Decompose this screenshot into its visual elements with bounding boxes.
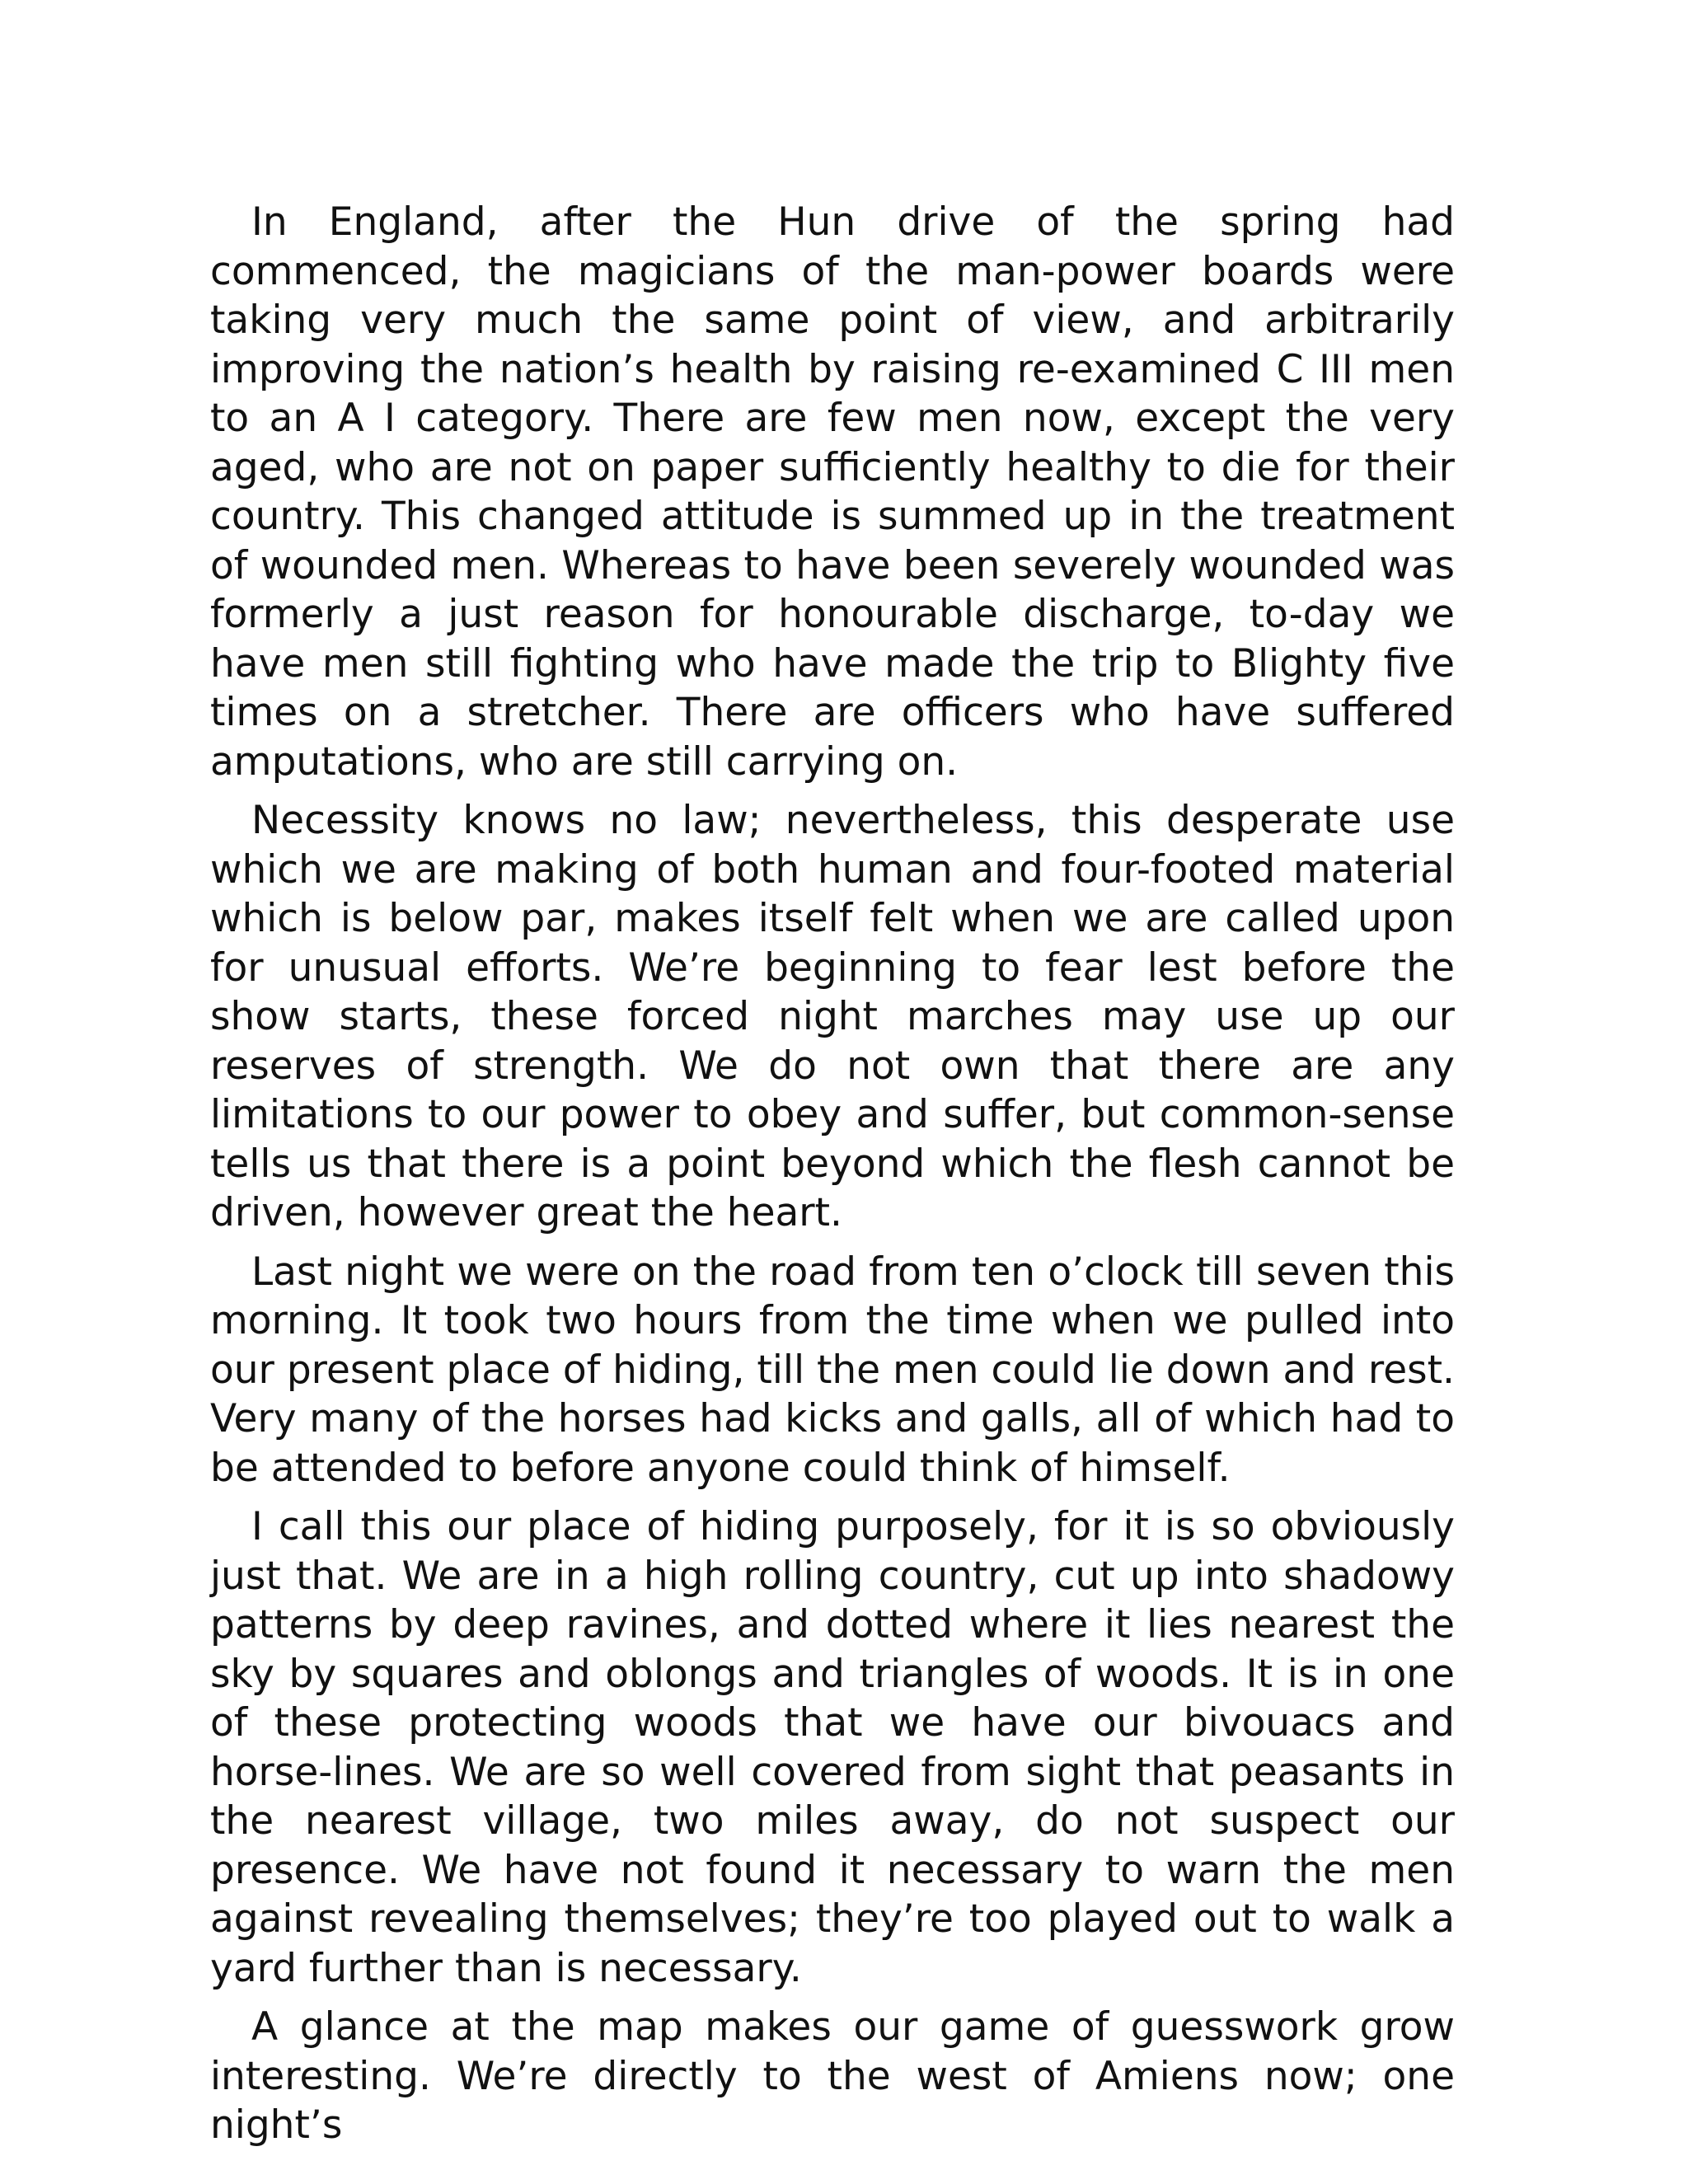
page-text xyxy=(210,198,1455,2160)
paragraph: I call this our place of hiding purposely, for it is so obviously just that. We are in a high rolling country, cut up into shadowy patterns by deep ravines, and dotted where it lies nearest the sky by squares and oblongs and triangles of woods. It is in one of these protecting woods that we have our bivouacs and horse-lines. We are so well covered from sight that peasants in the nearest village, two miles away, do not suspect our presence. We have not found it necessary to warn the men against revealing themselves; they’re too played out to walk a yard further than is necessary. xyxy=(210,1504,1455,1991)
paragraph: Necessity knows no law; nevertheless, this desperate use which we are making of both human and four-footed material which is below par, makes itself felt when we are called upon for unusual efforts. We’re beginning to fear lest before the show starts, these forced night marches may use up our reserves of strength. We do not own that there are any limitations to our power to obey and suffer, but common-sense tells us that there is a point beyond which the flesh cannot be driven, however great the heart. xyxy=(210,798,1455,1235)
paragraph: Last night we were on the road from ten o’clock till seven this morning. It took two hours from the time when we pulled into our present place of hiding, till the men could lie down and rest. Very many of the horses had kicks and galls, all of which had to be attended to before anyone could think of himself. xyxy=(210,1249,1455,1491)
paragraph: A glance at the map makes our game of guesswork grow interesting. We’re directly to the west of Amiens now; one night’s xyxy=(210,2004,1455,2148)
paragraph: In England, after the Hun drive of the spring had commenced, the magicians of the man-power boards were taking very much the same point of view, and arbitrarily improving the nation’s health by raising re-examined C III men to an A I category. There are few men now, except the very aged, who are not on paper sufficiently healthy to die for their country. This changed attitude is summed up in the treatment of wounded men. Whereas to have been severely wounded was formerly a just reason for honourable discharge, to-day we have men still fighting who have made the trip to Blighty five times on a stretcher. There are officers who have suffered amputations, who are still carrying on. xyxy=(210,199,1455,785)
